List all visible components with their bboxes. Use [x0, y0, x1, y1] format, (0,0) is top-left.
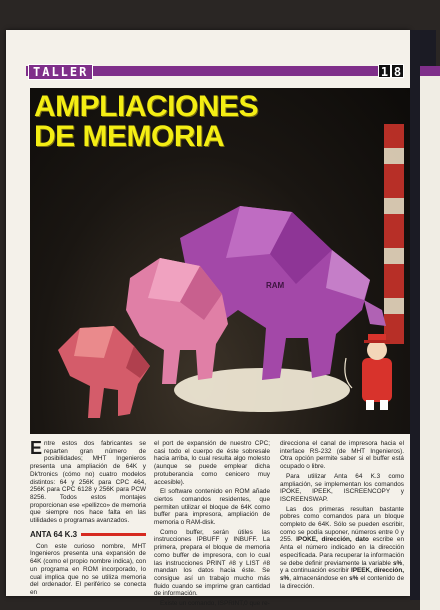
- section-label: TALLER: [28, 64, 93, 80]
- col3-paragraph-1: direcciona el canal de impresora hacia el interface RS-232 (de MHT Ingenieros). Otra opción permite saber si el buffer está ocupado o libre.: [280, 440, 404, 471]
- page-digit-1: 1: [378, 64, 391, 78]
- col3-text-c: , y a continuación escribir: [280, 559, 404, 575]
- col3-paragraph-3: [280, 506, 404, 591]
- article-photo: [30, 88, 410, 434]
- clown-figure: [345, 334, 392, 410]
- striped-pole: [384, 124, 404, 344]
- page-number: [378, 64, 404, 78]
- magazine-page: [6, 30, 410, 608]
- column-3: [280, 440, 404, 592]
- col3-text-e: el contenido de la dirección.: [280, 574, 405, 590]
- column-2: [154, 440, 270, 610]
- photo-ram-label: RAM: [266, 281, 285, 290]
- drop-cap: E: [30, 438, 43, 458]
- col2-paragraph-3: Como buffer, serán útiles las instrucciones IPBUFF y INBUFF. La primera, prepara el bloque de memoria como buffer de impresora, con lo cual las instrucciones PRINT #8 y LIST #8 mandan los datos hacia éste. Se consigue así un trabajo mucho más fluido cuando se imprime gran cantidad de información.: [154, 528, 270, 598]
- page-digit-2: 8: [391, 64, 404, 78]
- small-origami-elephant: [58, 326, 150, 418]
- page-header: [6, 64, 410, 78]
- ipoke-syntax: IPOKE, dirección, dato: [296, 536, 369, 544]
- adjacent-page-edge: [410, 30, 436, 600]
- col1-paragraph-2: Con este curioso nombre, MHT Ingenieros presenta una expansión de 64K (como el propio nombre indica), con un programa en ROM incorporado, lo cual implica que no se utiliza memoria del ordenador. El periférico se conecta en: [30, 542, 146, 596]
- col2-paragraph-1: el port de expansión de nuestro CPC; casi todo el cuerpo de éste sobresale hacia arriba, lo cual resulta algo molesto (aunque se puede emplear dicha protuberancia como cenicero muy accesible).: [154, 440, 270, 486]
- subheading-rule: [81, 533, 146, 536]
- intro-text: ntre estos dos fabricantes se reparten gran número de posibilidades; MHT Ingenieros presenta una ampliación de 64K y Dk'tronics (cómo no) cuatro modelos distintos: 64 y 256K para CPC 464, 256K para CPC 6128 y 256K para PCW 8256. Todos estos montajes proporcionan ese «pellizco» de memoria que siempre nos hace falta en las utilidades o programas avanzados.: [30, 440, 146, 525]
- title-line-1: AMPLIACIONES: [34, 90, 259, 123]
- intro-paragraph: [30, 440, 146, 525]
- variable-name-2: s%: [349, 574, 359, 582]
- col2-paragraph-4: Existe un comando, ISPRINT,0 que re-: [160, 600, 270, 608]
- col2-paragraph-2: El software contenido en ROM añade ciertos comandos residentes, que permiten utilizar el bloque de 64K como buffer para impresora, ampliación de memoria o RAM-disk.: [154, 488, 270, 527]
- col3-paragraph-2: Para utilizar Anta 64 K.3 como ampliación, se implementan los comandos IPOKE, IPEEK, ISCREENCOPY y ISCREENSWAP.: [280, 472, 404, 503]
- col3-text-a: Las dos primeras resultan bastante pobres como comandos para un bloque completo de 64K. Sólo se pueden escribir, como se podía suponer, números entre 0 y 255.: [280, 505, 404, 544]
- adjacent-page-header-bar: [420, 66, 440, 76]
- article-title: [34, 92, 258, 152]
- col3-text-b: escribe en Anta el número indicado en la dirección especificada. Para recuperar la información se debe definir previamente la variable: [280, 536, 404, 567]
- title-line-2: DE MEMORIA: [34, 120, 224, 153]
- subheading: [30, 530, 146, 539]
- variable-name: s%: [392, 559, 403, 567]
- column-1: [30, 440, 146, 599]
- ipeek-syntax: IPEEK, dirección, s%: [280, 567, 405, 582]
- subheading-text: ANTA 64 K.3: [30, 529, 78, 539]
- adjacent-page-paper: [420, 70, 440, 610]
- col3-text-d: , almacenándose en: [289, 574, 348, 582]
